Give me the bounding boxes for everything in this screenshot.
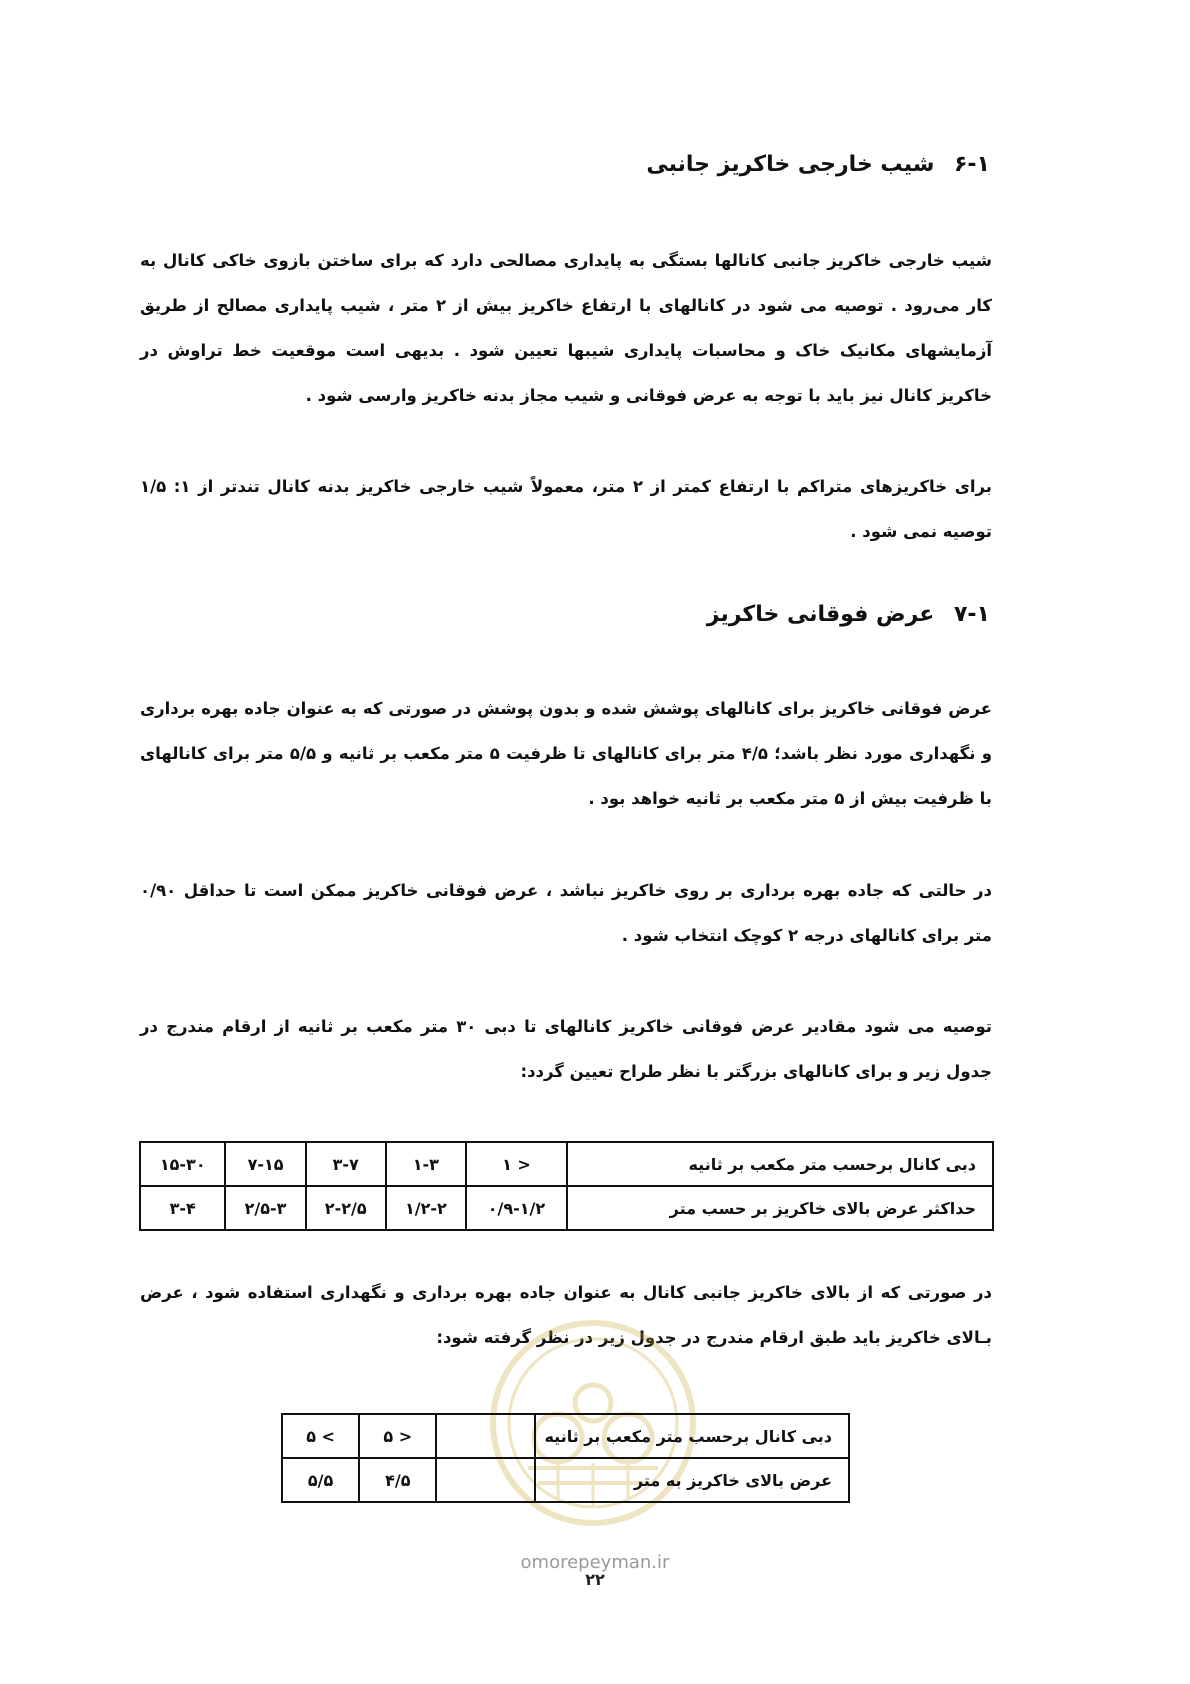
section-7-heading [707,602,990,627]
table-cell: ۲/۵-۳ [225,1186,305,1230]
table-cell: ۱-۳ [386,1142,466,1186]
watermark-website: omorepeyman.ir [520,1552,670,1573]
section-6-number: ۶-۱ [954,152,990,177]
section-7-number: ۷-۱ [954,602,990,627]
table-cell: ۲-۲/۵ [306,1186,386,1230]
section-7-paragraph-2: در حالتی که جاده بهره برداری بر روی خاکریز نباشد ، عرض فوقانی خاکریز ممکن است تا حداقل ۰/۹۰ متر برای کانالهای درجه ۲ کوچک انتخاب شود . [140,881,992,945]
table-cell: ۳-۴ [140,1186,225,1230]
section-6-title: شیب خارجی خاکریز جانبی [646,152,935,177]
table-cell-label: حداکثر عرض بالای خاکریز بر حسب متر [567,1186,993,1230]
table-cell: ۱/۲-۲ [386,1186,466,1230]
table-cell: ۷-۱۵ [225,1142,305,1186]
table-cell: ۵/۵ [282,1458,359,1502]
table-row [140,1142,993,1186]
table-cell-label: دبی کانال برحسب متر مکعب بر ثانیه [567,1142,993,1186]
section-6-paragraph-2: برای خاکریزهای متراکم با ارتفاع کمتر از ۲ متر، معمولاً شیب خارجی خاکریز بدنه کانال تندتر از ۱: ۱/۵ توصیه نمی شود . [140,477,992,541]
table-row [282,1414,849,1458]
paragraph-after-table-1: در صورتی که از بالای خاکریز جانبی کانال به عنوان جاده بهره برداری و نگهداری استفاده شود ، عرض بـالای خاکریز باید طبق ارقام مندرج در جدول زیر در نظر گرفته شود: [140,1283,992,1347]
table-cell: ۴/۵ [359,1458,436,1502]
top-width-table-2 [281,1413,850,1503]
table-cell [436,1458,535,1502]
table-cell: ۰/۹-۱/۲ [466,1186,567,1230]
section-6-heading [646,152,990,177]
section-6-paragraph-1: شیب خارجی خاکریز جانبی کانالها بستگی به پایداری مصالحی دارد که برای ساختن بازوی خاکی کانال به کار می‌رود . توصیه می شود در کانالهای با ارتفاع خاکریز بیش از ۲ متر ، شیب پایداری مصالح از طریق آزمایشهای مکانیک خاک و محاسبات پایداری شیبها تعیین شود . بدیهی است موقعیت خط تراوش در خاکریز کانال نیز باید با توجه به عرض فوقانی و شیب مجاز بدنه خاکریز وارسی شود . [140,251,992,405]
table-row [140,1186,993,1230]
table-cell [436,1414,535,1458]
table-cell: ۳-۷ [306,1142,386,1186]
table-cell: ۱۵-۳۰ [140,1142,225,1186]
table-cell: > ۵ [282,1414,359,1458]
table-cell-label: عرض بالای خاکریز به متر [535,1458,849,1502]
table-cell-label: دبی کانال برحسب متر مکعب بر ثانیه [535,1414,849,1458]
section-7-paragraph-3: توصیه می شود مقادیر عرض فوقانی خاکریز کانالهای تا دبی ۳۰ متر مکعب بر ثانیه از ارقام مندرج در جدول زیر و برای کانالهای بزرگتر با نظر طراح تعیین گردد: [140,1017,992,1081]
top-width-table-1 [139,1141,994,1231]
page-number: ۲۲ [585,1570,605,1589]
table-cell: < ۱ [466,1142,567,1186]
section-7-paragraph-1: عرض فوقانی خاکریز برای کانالهای پوشش شده و بدون پوشش در صورتی که به عنوان جاده بهره برداری و نگهداری مورد نظر باشد؛ ۴/۵ متر برای کانالهای تا ظرفیت ۵ متر مکعب بر ثانیه و ۵/۵ متر برای کانالهای با ظرفیت بیش از ۵ متر مکعب بر ثانیه خواهد بود . [140,699,992,808]
table-cell: < ۵ [359,1414,436,1458]
table-row [282,1458,849,1502]
section-7-title: عرض فوقانی خاکریز [706,602,935,627]
